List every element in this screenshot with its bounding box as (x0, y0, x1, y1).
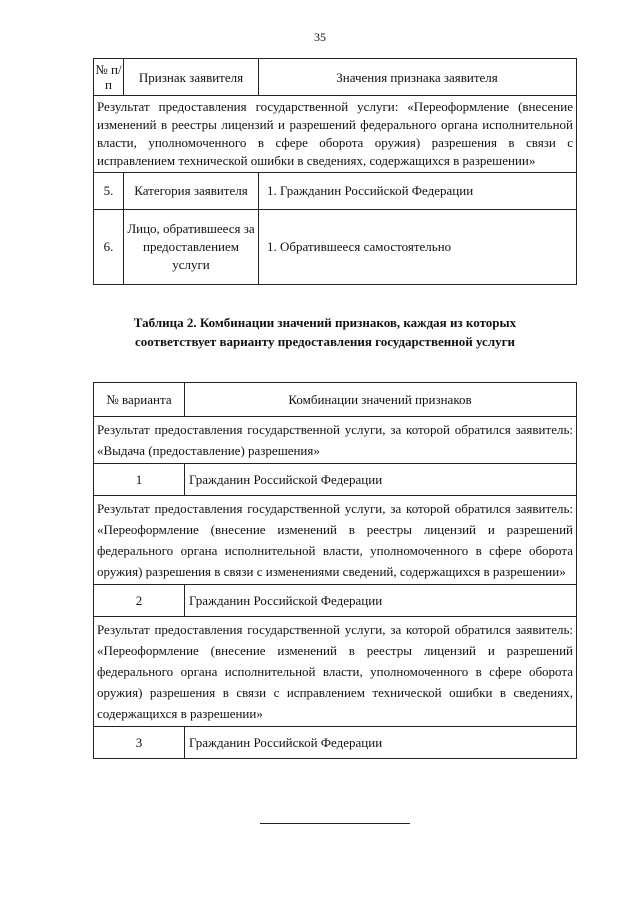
row-attribute: Категория заявителя (124, 173, 259, 210)
table-2-title: Таблица 2. Комбинации значений признаков, каждая из которых соответствует варианту предоставления государственной услуги (133, 315, 517, 349)
row-number: 6. (94, 210, 124, 285)
section-result-text: Результат предоставления государственной услуги, за которой обратился заявитель: «Переоформление (внесение изменений в реестры лицензий и разрешений федерального органа исполнительной власти, уполномоченного в сфере оборота оружия) разрешения в связи с изменениями сведений, содержащихся в разрешении» (94, 496, 577, 585)
table-row (94, 727, 577, 759)
row-number: 5. (94, 173, 124, 210)
section-row (94, 417, 577, 464)
applicant-attributes-table (93, 58, 577, 285)
section-row (94, 496, 577, 585)
row-value: 1. Обратившееся самостоятельно (259, 210, 577, 285)
column-header-attribute: Признак заявителя (124, 59, 259, 96)
table-header-row (94, 383, 577, 417)
attribute-combinations-table (93, 382, 577, 759)
table-row (94, 585, 577, 617)
column-header-combination: Комбинации значений признаков (185, 383, 577, 417)
column-header-values: Значения признака заявителя (259, 59, 577, 96)
variant-number: 3 (94, 727, 185, 759)
row-attribute: Лицо, обратившееся за предоставлением услуги (124, 210, 259, 285)
variant-combination: Гражданин Российской Федерации (185, 464, 577, 496)
column-header-number: № п/п (94, 59, 124, 96)
variant-combination: Гражданин Российской Федерации (185, 585, 577, 617)
variant-combination: Гражданин Российской Федерации (185, 727, 577, 759)
row-value: 1. Гражданин Российской Федерации (259, 173, 577, 210)
column-header-variant: № варианта (94, 383, 185, 417)
page-number: 35 (314, 30, 326, 44)
section-row (94, 617, 577, 727)
table-row (94, 210, 577, 285)
section-result-text: Результат предоставления государственной услуги, за которой обратился заявитель: «Выдача (предоставление) разрешения» (94, 417, 577, 464)
table-row (94, 173, 577, 210)
section-result-text: Результат предоставления государственной услуги: «Переоформление (внесение изменений в реестры лицензий и разрешений федерального органа исполнительной власти, уполномоченного в сфере оборота оружия) разрешения в связи с исправлением технической ошибки в сведениях, содержащихся в разрешении» (94, 96, 577, 173)
table-header-row (94, 59, 577, 96)
section-row (94, 96, 577, 173)
footer-rule (260, 823, 410, 824)
section-result-text: Результат предоставления государственной услуги, за которой обратился заявитель: «Переоформление (внесение изменений в реестры лицензий и разрешений федерального органа исполнительной власти, уполномоченного в сфере оборота оружия) разрешения в связи с исправлением технической ошибки в сведениях, содержащихся в разрешении» (94, 617, 577, 727)
variant-number: 1 (94, 464, 185, 496)
table-row (94, 464, 577, 496)
variant-number: 2 (94, 585, 185, 617)
